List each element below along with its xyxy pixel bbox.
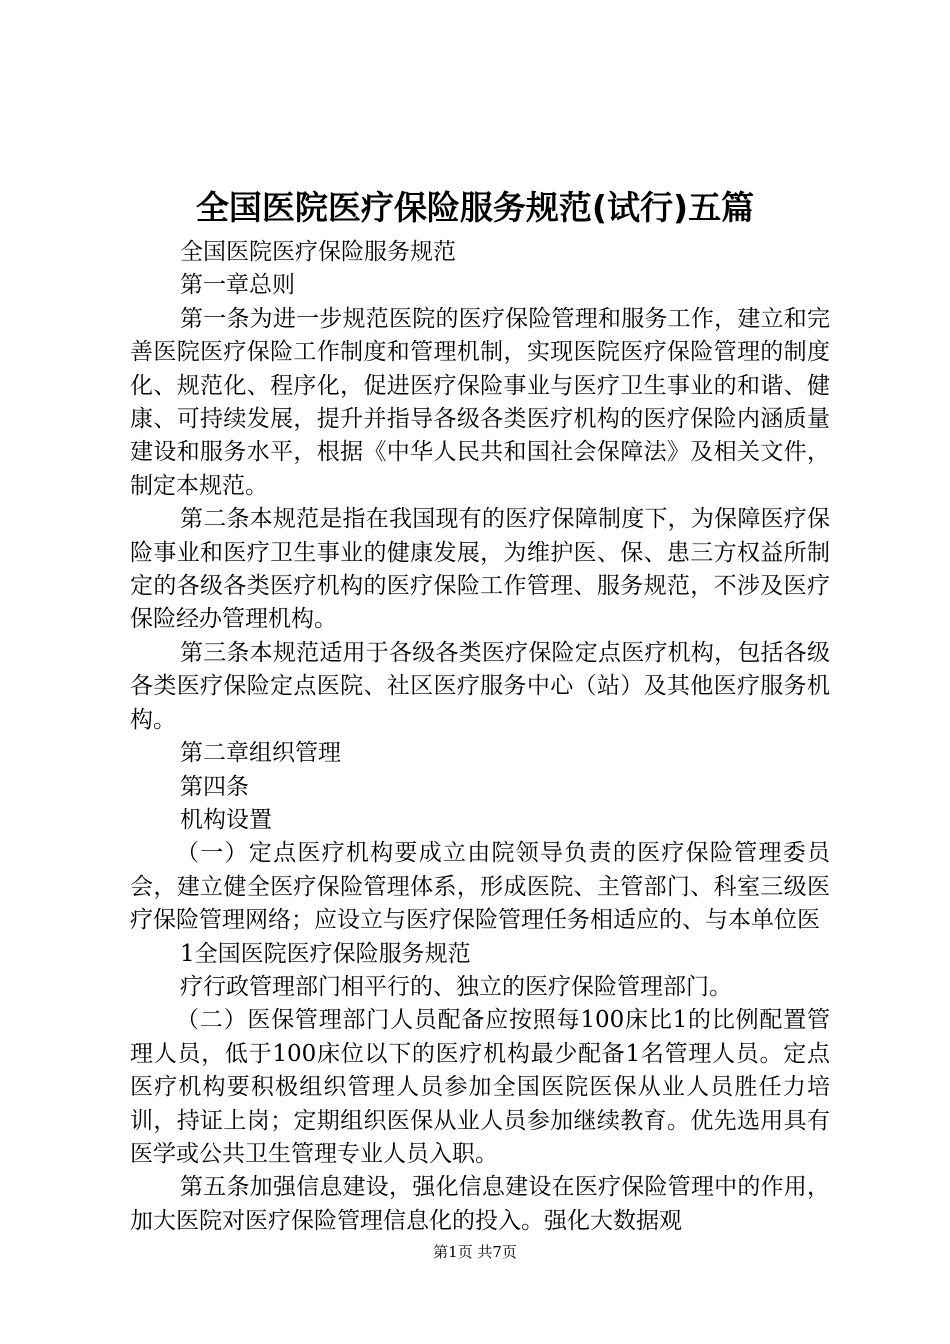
paragraph-running-header: 1全国医院医疗保险服务规范 <box>180 940 471 967</box>
page-footer: 第1页 共7页 <box>433 1243 517 1261</box>
paragraph-item-1: （一）定点医疗机构要成立由院领导负责的医疗保险管理委员会，建立健全医疗保险管理体系，形成医院、主管部门、科室三级医疗保险管理网络；应设立与医疗保险管理任务相适应的、与本单位医 <box>130 840 830 934</box>
paragraph-article-1: 第一条为进一步规范医院的医疗保险管理和服务工作，建立和完善医院医疗保险工作制度和管理机制，实现医院医疗保险管理的制度化、规范化、程序化，促进医疗保险事业与医疗卫生事业的和谐、健康、可持续发展，提升并指导各级各类医疗机构的医疗保险内涵质量建设和服务水平，根据《中华人民共和国社会保障法》及相关文件，制定本规范。 <box>130 305 830 499</box>
document-body <box>130 236 830 1238</box>
paragraph-chapter-1: 第一章总则 <box>180 272 295 299</box>
paragraph-subtitle: 全国医院医疗保险服务规范 <box>180 239 456 265</box>
paragraph-article-2: 第二条本规范是指在我国现有的医疗保障制度下，为保障医疗保险事业和医疗卫生事业的健康发展，为维护医、保、患三方权益所制定的各级各类医疗机构的医疗保险工作管理、服务规范，不涉及医疗保险经办管理机构。 <box>130 506 830 633</box>
paragraph-org-setup: 机构设置 <box>180 806 272 833</box>
paragraph-article-5: 第五条加强信息建设，强化信息建设在医疗保险管理中的作用，加大医院对医疗保险管理信息化的投入。强化大数据观 <box>130 1174 830 1234</box>
paragraph-item-2: （二）医保管理部门人员配备应按照每100床比1的比例配置管理人员，低于100床位以下的医疗机构最少配备1名管理人员。定点医疗机构要积极组织管理人员参加全国医院医保从业人员胜任力培训，持证上岗；定期组织医保从业人员参加继续教育。优先选用具有医学或公共卫生管理专业人员入职。 <box>130 1007 830 1167</box>
paragraph-chapter-2: 第二章组织管理 <box>180 740 341 767</box>
paragraph-article-3: 第三条本规范适用于各级各类医疗保险定点医疗机构，包括各级各类医疗保险定点医院、社区医疗服务中心（站）及其他医疗服务机构。 <box>130 639 830 733</box>
paragraph-article-4: 第四条 <box>180 773 249 800</box>
document-title: 全国医院医疗保险服务规范(试行)五篇 <box>195 188 755 227</box>
paragraph-item-1-cont: 疗行政管理部门相平行的、独立的医疗保险管理部门。 <box>180 973 732 1000</box>
